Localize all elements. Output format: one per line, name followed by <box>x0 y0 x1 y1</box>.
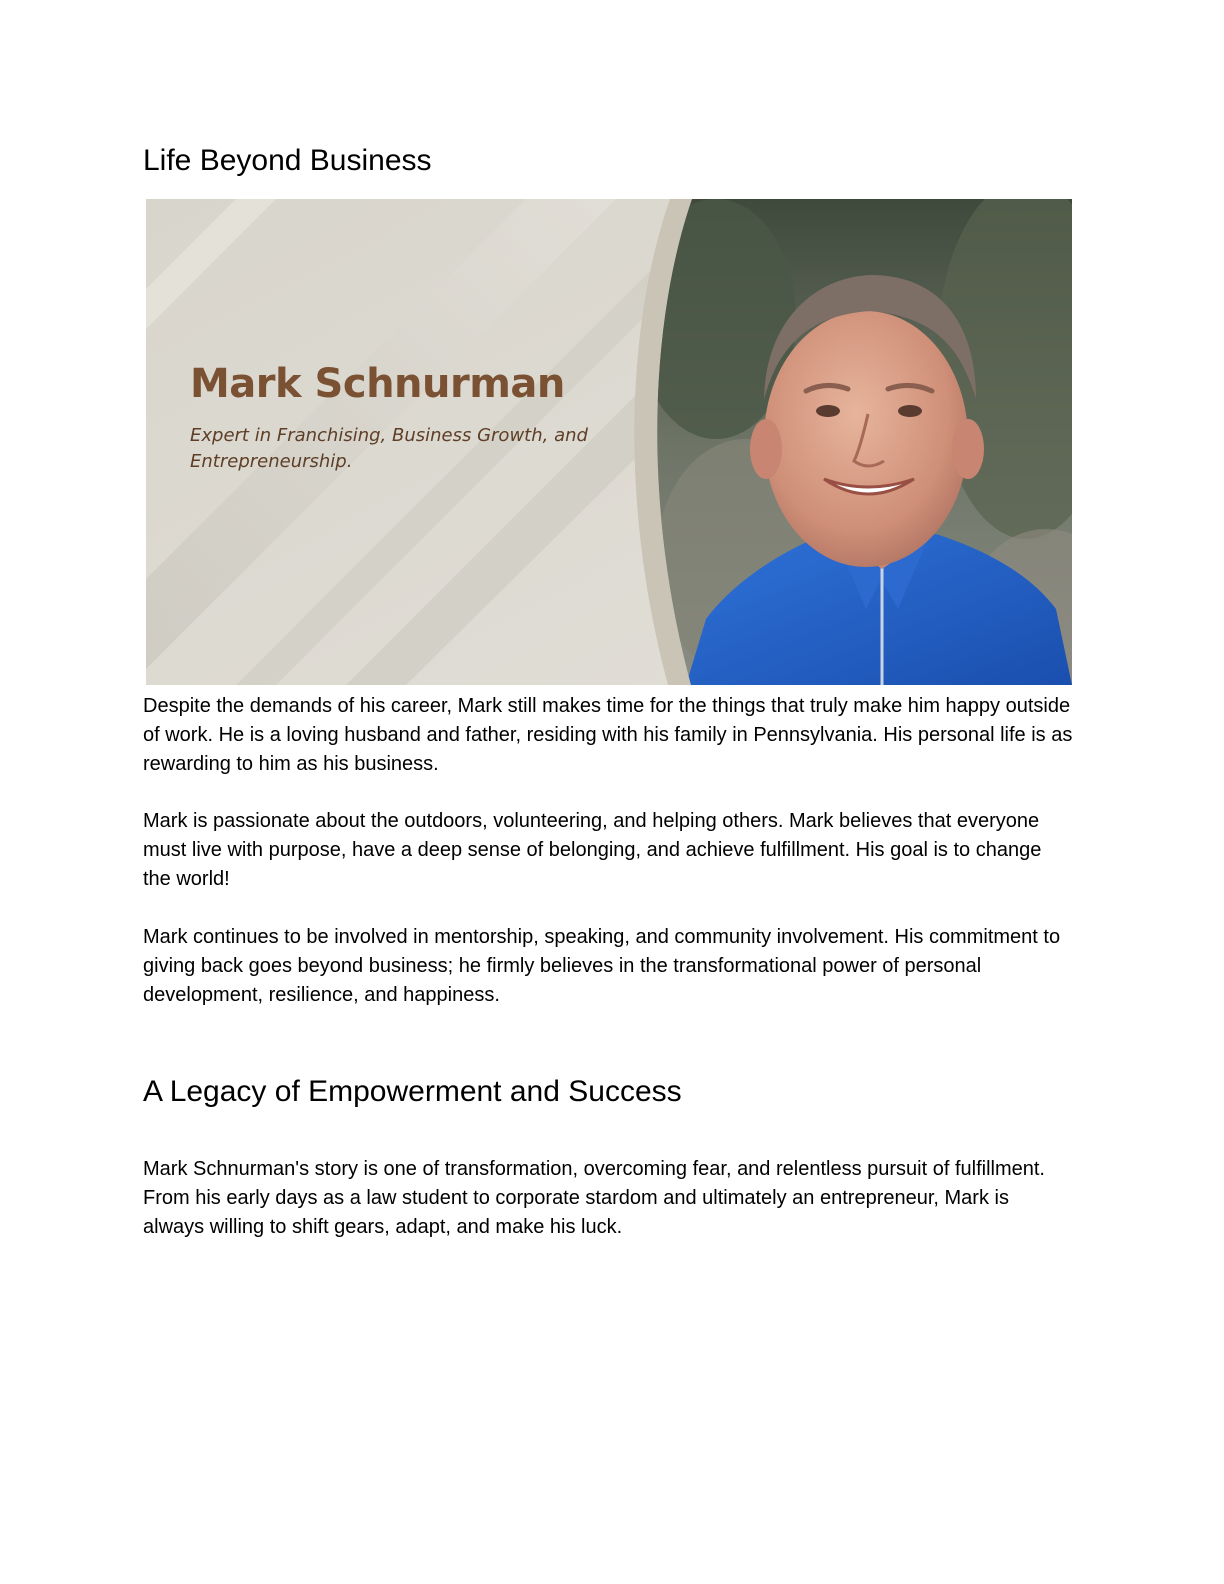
paragraph-legacy-story: Mark Schnurman's story is one of transformation, overcoming fear, and relentless pursuit of fulfillment. From his early days as a law student to corporate stardom and ultimately an entrepreneur, Mark is always willing to shift gears, adapt, and make his luck. <box>143 1158 1045 1238</box>
paragraph-community: Mark continues to be involved in mentorship, speaking, and community involvement. His commitment to giving back goes beyond business; he firmly believes in the transformational power of personal development, resilience, and happiness. <box>143 926 1061 1006</box>
paragraph-family-life: Despite the demands of his career, Mark still makes time for the things that truly make him happy outside of work. He is a loving husband and father, residing with his family in Pennsylvania. His personal life is as rewarding to him as his business. <box>143 695 1073 775</box>
portrait-photo <box>636 199 1072 685</box>
banner-name: Mark Schnurman <box>190 361 565 407</box>
banner-tagline: Expert in Franchising, Business Growth, and Entrepreneurship. <box>190 425 588 472</box>
profile-banner <box>146 199 1072 685</box>
section-heading-life-beyond-business: Life Beyond Business <box>143 144 432 177</box>
section-heading-legacy: A Legacy of Empowerment and Success <box>143 1075 682 1108</box>
paragraph-passions: Mark is passionate about the outdoors, volunteering, and helping others. Mark believes that everyone must live with purpose, have a deep sense of belonging, and achieve fulfillment. His goal is to change the world! <box>143 810 1042 890</box>
